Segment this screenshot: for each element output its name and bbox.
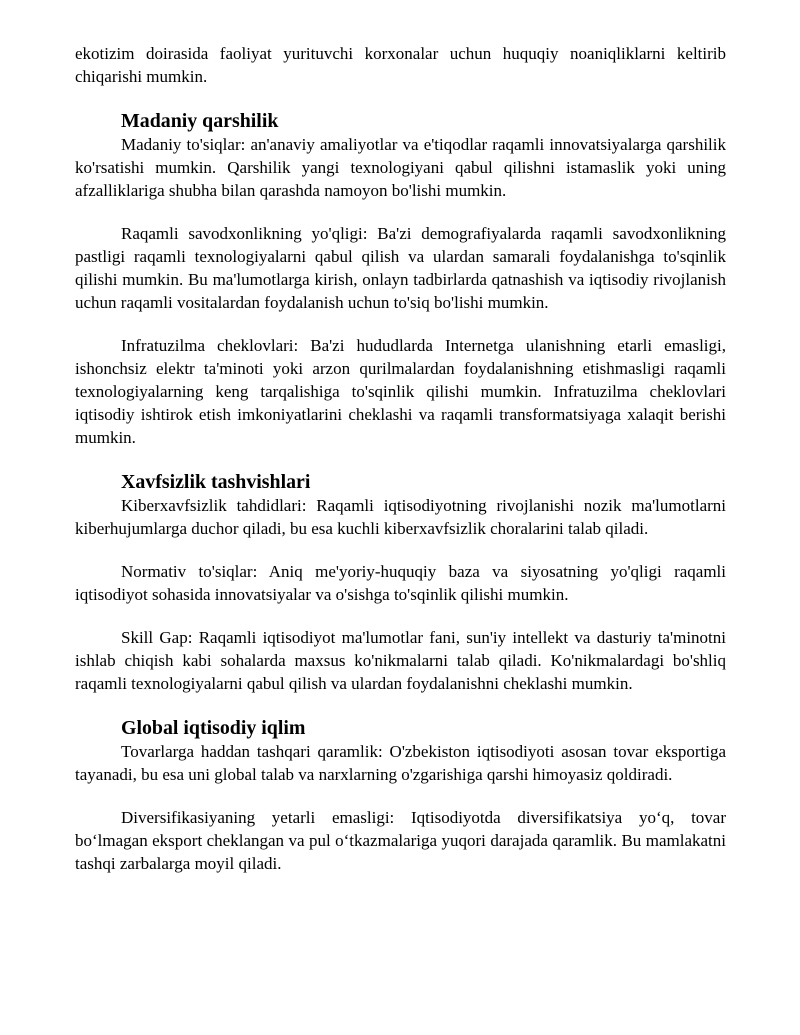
section-heading-global-economic-climate: Global iqtisodiy iqlim — [121, 717, 306, 739]
paragraph-regulatory: Normativ to'siqlar: Aniq me'yoriy-huquqiy baza va siyosatning yo'qligi raqamli iqtisodiyot sohasida innovatsiyalar va o'sishga to'sqinlik qilishi mumkin. — [75, 562, 726, 604]
intro-paragraph: ekotizim doirasida faoliyat yurituvchi korxonalar uchun huquqiy noaniqliklarni keltirib chiqarishi mumkin. — [75, 44, 726, 86]
paragraph-diversification: Diversifikasiyaning yetarli emasligi: Iqtisodiyotda diversifikatsiya yo‘q, tovar bo‘lmagan eksport cheklangan va pul o‘tkazmalariga yuqori darajada qaramlik. Bu mamlakatni tashqi zarbalarga moyil qiladi. — [75, 808, 726, 873]
paragraph-skill-gap: Skill Gap: Raqamli iqtisodiyot ma'lumotlar fani, sun'iy intellekt va dasturiy ta'minotni ishlab chiqish kabi sohalarda maxsus ko'nikmalarni talab qiladi. Ko'nikmalardagi bo'shliq raqamli texnologiyalarni qabul qilish va ulardan foydalanishni cheklashi mumkin. — [75, 628, 726, 693]
paragraph-infrastructure: Infratuzilma cheklovlari: Ba'zi hududlarda Internetga ulanishning etarli emasligi, ishonchsiz elektr ta'minoti yoki arzon qurilmalardan foydalanishning etishmasligi raqamli texnologiyalarning keng tarqalishiga to'sqinlik qilishi mumkin. Infratuzilma cheklovlari iqtisodiy ishtirok etish imkoniyatlarini cheklashi va raqamli transformatsiyaga xalaqit berishi mumkin. — [75, 336, 726, 447]
paragraph-cultural-barriers: Madaniy to'siqlar: an'anaviy amaliyotlar va e'tiqodlar raqamli innovatsiyalarga qarshilik ko'rsatishi mumkin. Qarshilik yangi texnologiyani qabul qilishni istamaslik yoki uning afzalliklariga shubha bilan qarashda namoyon bo'lishi mumkin. — [75, 135, 726, 200]
paragraph-cybersecurity: Kiberxavfsizlik tahdidlari: Raqamli iqtisodiyotning rivojlanishi nozik ma'lumotlarni kiberhujumlarga duchor qiladi, bu esa kuchli kiberxavfsizlik choralarini talab qiladi. — [75, 496, 726, 538]
section-heading-security-concerns: Xavfsizlik tashvishlari — [121, 471, 311, 493]
paragraph-digital-literacy: Raqamli savodxonlikning yo'qligi: Ba'zi demografiyalarda raqamli savodxonlikning pastligi raqamli texnologiyalarni qabul qilish va ulardan samarali foydalanishga to'sqinlik qilishi mumkin. Bu ma'lumotlarga kirish, onlayn tadbirlarda qatnashish va iqtisodiy rivojlanish uchun raqamli vositalardan foydalanish uchun to'siq bo'lishi mumkin. — [75, 224, 726, 312]
document-page — [75, 42, 726, 875]
section-heading-cultural-resistance: Madaniy qarshilik — [121, 110, 279, 132]
paragraph-commodity-dependence: Tovarlarga haddan tashqari qaramlik: O'zbekiston iqtisodiyoti asosan tovar eksportiga tayanadi, bu esa uni global talab va narxlarning o'zgarishiga qarshi himoyasiz qoldiradi. — [75, 742, 726, 784]
